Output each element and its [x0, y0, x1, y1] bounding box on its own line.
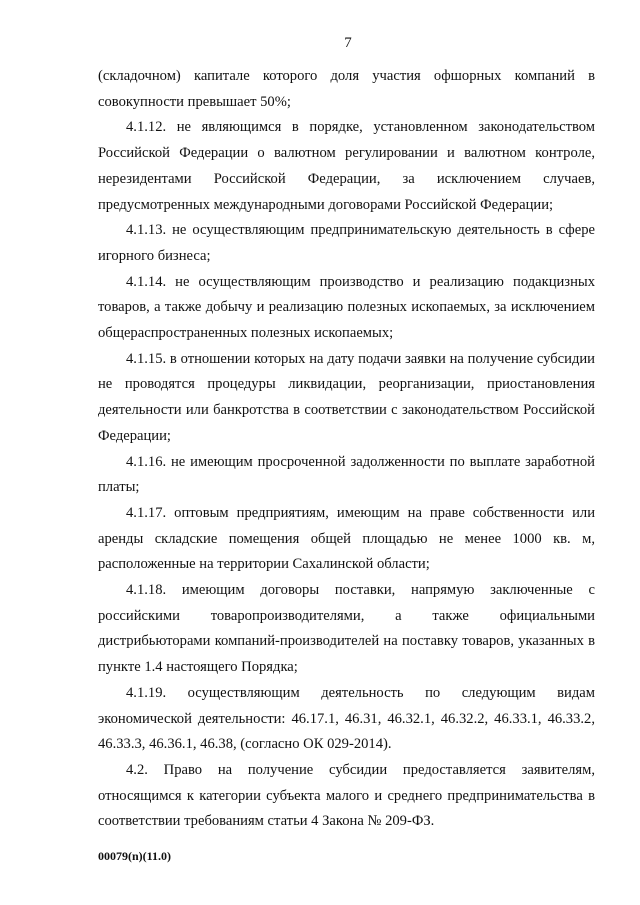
paragraph-4-1-15: 4.1.15. в отношении которых на дату подачи заявки на получение субсидии не проводятся процедуры ликвидации, реорганизации, приостановления деятельности или банкротства в соответствии с законодательством Российской Федерации;: [98, 350, 595, 444]
document-body: [98, 64, 595, 835]
paragraph-continuation: (складочном) капитале которого доля участия офшорных компаний в совокупности превышает 50%;: [98, 68, 595, 110]
paragraph-4-1-16: 4.1.16. не имеющим просроченной задолженности по выплате заработной платы;: [98, 453, 595, 496]
paragraph-4-1-17: 4.1.17. оптовым предприятиям, имеющим на праве собственности или аренды складские помещения общей площадью не менее 1000 кв. м, расположенные на территории Сахалинской области;: [98, 504, 595, 573]
paragraph-4-2: 4.2. Право на получение субсидии предоставляется заявителям, относящимся к категории субъекта малого и среднего предпринимательства в соответствии требованиям статьи 4 Закона № 209-ФЗ.: [98, 761, 595, 830]
paragraph-4-1-14: 4.1.14. не осуществляющим производство и реализацию подакцизных товаров, а также добычу и реализацию полезных ископаемых, за исключением общераспространенных полезных ископаемых;: [98, 273, 595, 342]
document-footer-code: 00079(n)(11.0): [98, 849, 171, 863]
paragraph-4-1-13: 4.1.13. не осуществляющим предпринимательскую деятельность в сфере игорного бизнеса;: [98, 222, 595, 264]
page-number: 7: [344, 35, 352, 51]
paragraph-4-1-12: 4.1.12. не являющимся в порядке, установленном законодательством Российской Федерации о валютном регулировании и валютном контроле, нерезидентами Российской Федерации, за исключением случаев, предусмотренных международными договорами Российской Федерации;: [98, 119, 595, 213]
paragraph-4-1-19: 4.1.19. осуществляющим деятельность по следующим видам экономической деятельности: 46.17.1, 46.31, 46.32.1, 46.32.2, 46.33.1, 46.33.2, 46.33.3, 46.36.1, 46.38, (согласно ОК 029-2014).: [98, 684, 595, 753]
paragraph-4-1-18: 4.1.18. имеющим договоры поставки, напрямую заключенные с российскими товаропроизводителями, а также официальными дистрибьюторами компаний-производителей на поставку товаров, указанных в пункте 1.4 настоящего Порядка;: [98, 582, 595, 676]
